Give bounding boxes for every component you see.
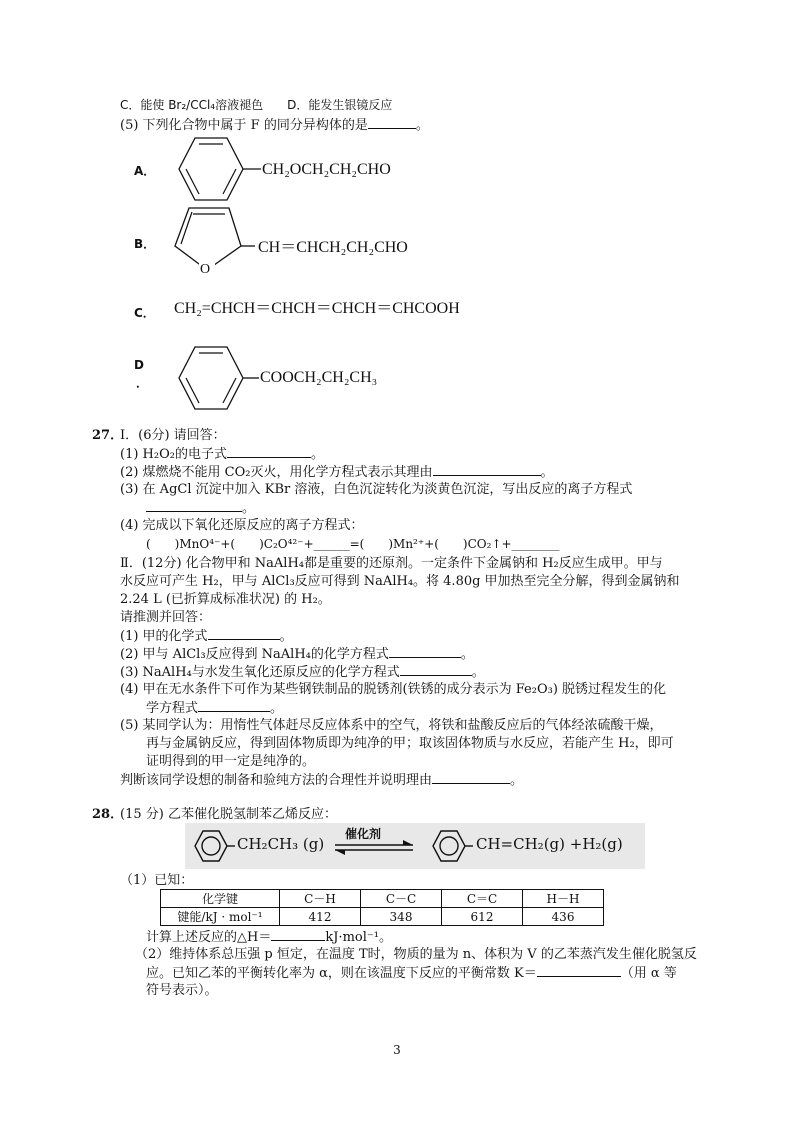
- q27-3: (3) 在 AgCl 沉淀中加入 KBr 溶液，白色沉淀转化为淡黄色沉淀，写出反应的离子方程式: [120, 482, 633, 497]
- q28-dh-blank[interactable]: [271, 928, 325, 941]
- table-cell: 412: [280, 908, 361, 926]
- benzene-ring-icon: [175, 345, 245, 411]
- reaction-right: CH=CH₂(g) +H₂(g): [476, 835, 623, 853]
- q28-k-blank[interactable]: [537, 964, 621, 977]
- options-c-d-line: C．能使 Br₂/CCl₄溶液褪色 D．能发生银镜反应: [120, 98, 393, 112]
- q28-calc: 计算上述反应的△H＝ kJ·mol⁻¹。: [146, 930, 392, 945]
- option-d-dot: ．: [136, 376, 149, 390]
- q27-part2-line3: 2.24 L (已折算成标准状况) 的 H₂。: [120, 592, 331, 607]
- q5-answer-blank[interactable]: [368, 116, 416, 129]
- q27-number-label: 27．: [92, 428, 124, 443]
- table-header: C－C: [361, 890, 442, 908]
- table-cell: 436: [523, 908, 604, 926]
- q27-3-blank[interactable]: [146, 499, 242, 512]
- q28-number: 28．: [92, 807, 124, 822]
- q5-stem: (5) 下列化合物中属于 F 的同分异构体的是 。: [120, 118, 429, 133]
- q27-II-4: (4) 甲在无水条件下可作为某些钢铁制品的脱锈剂(铁锈的成分表示为 Fe₂O₃) 脱锈过程发生的化: [120, 682, 667, 697]
- q27-II-5-line3: 证明得到的甲一定是纯净的。: [146, 754, 316, 769]
- q27-II-5-line4: 判断该同学设想的制备和验纯方法的合理性并说明理由 。: [120, 773, 524, 788]
- q27-part2-line2: 水反应可产生 H₂，甲与 AlCl₃反应可得到 NaAlH₄。将 4.80g 甲加热至完全分解，得到金属钠和: [120, 574, 680, 589]
- table-header: C－H: [280, 890, 361, 908]
- table-row: [161, 908, 604, 926]
- q27-II-4b: 学方程式 。: [146, 701, 284, 716]
- q27-part2-line4: 请推测并回答：: [120, 610, 212, 625]
- q27-2: (2) 煤燃烧不能用 CO₂灭火，用化学方程式表示其理由 。: [120, 465, 554, 480]
- q27-part1-title: Ⅰ．(6分) 请回答：: [120, 428, 226, 443]
- furan-ring-icon: [175, 206, 255, 282]
- q28-2-line3: 符号表示）。: [146, 983, 218, 998]
- q27-1: (1) H₂O₂的电子式 。: [120, 447, 324, 462]
- q27-II-1-blank[interactable]: [208, 627, 280, 640]
- reaction-left: CH₂CH₃ (g): [237, 835, 325, 853]
- benzene-ring-icon: [175, 136, 245, 202]
- q28-title: (15 分) 乙苯催化脱氢制苯乙烯反应：: [120, 807, 337, 822]
- table-header: C＝C: [442, 890, 523, 908]
- option-d-label: D: [134, 358, 144, 372]
- q27-2-blank[interactable]: [433, 463, 541, 476]
- q27-II-2-blank[interactable]: [389, 645, 461, 658]
- q27-II-5-blank[interactable]: [432, 771, 510, 784]
- q27-II-4-blank[interactable]: [198, 699, 270, 712]
- table-header: H－H: [523, 890, 604, 908]
- q27-1-blank[interactable]: [227, 445, 311, 458]
- q27-3-answer: 。: [146, 499, 255, 517]
- q28-2-line1: （2）维持体系总压强 p 恒定，在温度 T时，物质的量为 n、体积为 V 的乙苯蒸汽发生催化脱氢反: [135, 947, 697, 962]
- bond-energy-table: [160, 889, 604, 926]
- option-a-label: A．: [134, 164, 156, 178]
- q27-II-1: (1) 甲的化学式 。: [120, 629, 293, 644]
- furan-oxygen: O: [200, 262, 211, 277]
- option-b-formula: CH＝CHCH₂CH₂CHO: [258, 239, 408, 256]
- q28-1: （1）已知：: [120, 873, 194, 888]
- q27-II-3: (3) NaAlH₄与水发生氧化还原反应的化学方程式 。: [120, 665, 485, 680]
- q27-II-5-line2: 再与金属钠反应，得到固体物质即为纯净的甲；取该固体物质与水反应，若能产生 H₂，即可: [146, 736, 674, 751]
- option-d-formula: COOCH₂CH₂CH₃: [260, 369, 378, 386]
- table-header: 化学键: [161, 890, 280, 908]
- page-number: 3: [393, 1043, 401, 1057]
- catalyst-label: 催化剂: [345, 827, 382, 841]
- q27-4-equation: ( )MnO⁴⁻+( )C₂O⁴²⁻+______=( )Mn²⁺+( )CO₂↑+________: [146, 537, 560, 551]
- q27-II-5-line1: (5) 某同学认为：用惰性气体赶尽反应体系中的空气，将铁和盐酸反应后的气体经浓硫酸干燥，: [120, 718, 663, 733]
- option-a-formula: CH₂OCH₂CH₂CHO: [262, 161, 391, 178]
- table-row-label: 键能/kJ · mol⁻¹: [161, 908, 280, 926]
- q27-4: (4) 完成以下氧化还原反应的离子方程式：: [120, 518, 364, 533]
- table-cell: 348: [361, 908, 442, 926]
- option-c-label: C．: [134, 306, 155, 320]
- table-row: [161, 890, 604, 908]
- table-cell: 612: [442, 908, 523, 926]
- q27-part2-line1: Ⅱ．(12分) 化合物甲和 NaAlH₄都是重要的还原剂。一定条件下金属钠和 H₂反应生成甲。甲与: [120, 556, 663, 571]
- q5-text: (5) 下列化合物中属于 F 的同分异构体的是: [120, 118, 368, 133]
- option-b-label: B．: [134, 237, 156, 251]
- q27-II-2: (2) 甲与 AlCl₃反应得到 NaAlH₄的化学方程式 。: [120, 647, 474, 662]
- q27-II-3-blank[interactable]: [400, 663, 472, 676]
- option-c-formula: CH₂=CHCH＝CHCH＝CHCH＝CHCOOH: [174, 300, 460, 317]
- q28-2-line2: 应。已知乙苯的平衡转化率为 α，则在该温度下反应的平衡常数 K＝ （用 α 等: [146, 966, 677, 981]
